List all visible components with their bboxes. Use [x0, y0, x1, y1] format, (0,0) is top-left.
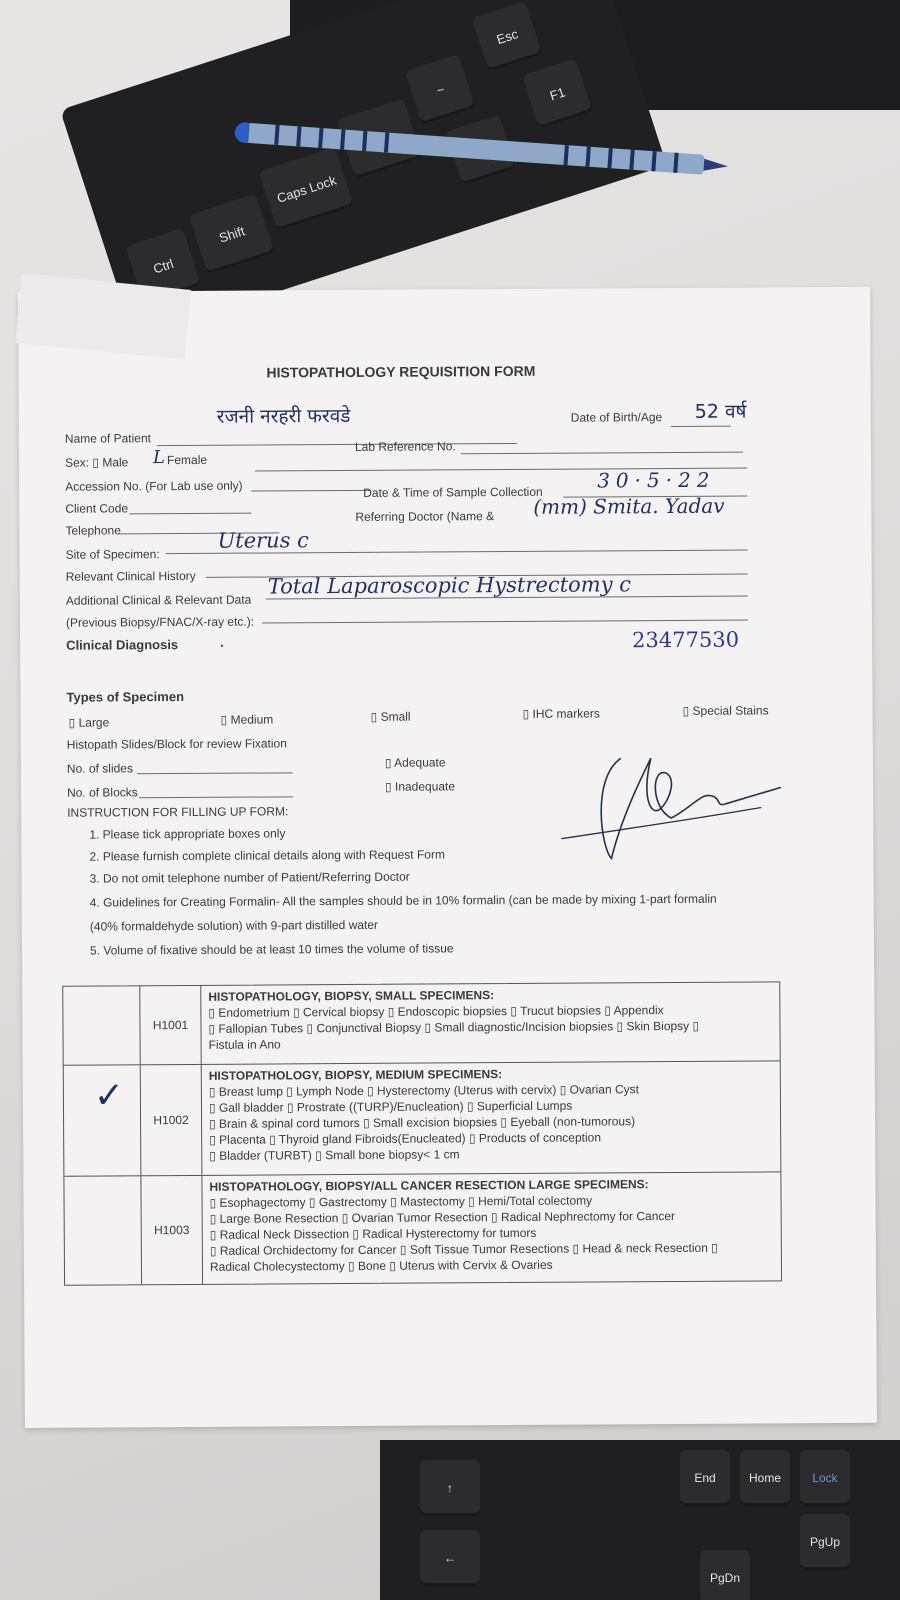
specimen-line: ▯ Breast lump ▯ Lymph Node ▯ Hysterectomy (Uterus with cervix) ▯ Ovarian Cyst: [208, 1082, 640, 1099]
specimen-line: ▯ Large Bone Resection ▯ Ovarian Tumor Resection ▯ Radical Nephrectomy for Cancer: [209, 1209, 676, 1226]
specimen-heading: HISTOPATHOLOGY, BIOPSY, MEDIUM SPECIMENS:: [208, 1067, 503, 1083]
key-esc: Esc: [472, 1, 543, 72]
types-heading: Types of Specimen: [66, 688, 185, 705]
doctor-signature: [551, 737, 792, 868]
specimen-description: [201, 982, 779, 1064]
instruction-item: 3. Do not omit telephone number of Patient/Referring Doctor: [89, 869, 410, 886]
sex-label: Sex: ▯ Male: [65, 455, 129, 470]
fixation-adequate: ▯ Adequate: [384, 755, 446, 770]
additional-value: Total Laparoscopic Hystrectomy c: [267, 572, 632, 599]
sex-female: Female: [166, 452, 208, 468]
instruction-item: 2. Please furnish complete clinical details along with Request Form: [89, 847, 446, 864]
specimen-code: H1003: [141, 1176, 203, 1284]
sex-mark: L: [152, 447, 166, 469]
tick-cell[interactable]: [64, 1176, 142, 1284]
specimen-line: Fistula in Ano: [208, 1037, 281, 1052]
tick-mark: ✓: [93, 1075, 125, 1117]
additional-label: Additional Clinical & Relevant Data: [65, 592, 252, 608]
previous-line: [262, 620, 748, 624]
blocks-label: No. of Blocks: [67, 785, 138, 800]
key-pgup: PgUp: [800, 1514, 850, 1570]
specimen-line: ▯ Endometrium ▯ Cervical biopsy ▯ Endoscopic biopsies ▯ Trucut biopsies ▯ Appendix: [208, 1003, 664, 1020]
key-tilde: ~: [405, 54, 476, 125]
key-f1: F1: [522, 58, 593, 129]
arrow-left-key: ←: [420, 1530, 480, 1586]
type-large: ▯ Large: [68, 715, 110, 730]
key-shift: Shift: [189, 194, 275, 275]
patient-name-line: [157, 443, 517, 446]
specimen-line: ▯ Esophagectomy ▯ Gastrectomy ▯ Mastectomy ▯ Hemi/Total colectomy: [209, 1193, 593, 1210]
specimen-description: [202, 1172, 781, 1284]
specimen-line: ▯ Radical Orchidectomy for Cancer ▯ Soft Tissue Tumor Resections ▯ Head & neck Resection ▯: [209, 1240, 718, 1258]
instruction-item: 4. Guidelines for Creating Formalin- All the samples should be in 10% formalin (can be made by mixing 1-part formalin: [89, 891, 717, 910]
specimen-line: Radical Cholecystectomy ▯ Bone ▯ Uterus with Cervix & Ovaries: [209, 1257, 553, 1274]
type-special-stains: ▯ Special Stains: [682, 703, 769, 718]
specimen-line: ▯ Radical Neck Dissection ▯ Radical Hysterectomy for tumors: [209, 1225, 537, 1242]
blocks-line: [139, 796, 293, 798]
table-row: [63, 982, 779, 1065]
client-code-label: Client Code: [65, 501, 129, 516]
pen-tip: [703, 159, 728, 173]
arrow-up-key: ↑: [420, 1460, 480, 1516]
pen-cap: [234, 122, 249, 143]
slides-label: No. of slides: [66, 761, 133, 776]
fixation-inadequate: ▯ Inadequate: [384, 779, 456, 794]
specimen-line: ▯ Gall bladder ▯ Prostrate ((TURP)/Enucleation) ▯ Superficial Lumps: [208, 1098, 573, 1115]
lab-ref-label: Lab Reference No.: [354, 439, 456, 454]
instructions-heading: INSTRUCTION FOR FILLING UP FORM:: [67, 804, 289, 820]
requisition-form: [18, 287, 877, 1428]
client-code-line: [129, 513, 251, 515]
key-pgdn: PgDn: [700, 1550, 750, 1600]
accession-label: Accession No. (For Lab use only): [65, 478, 243, 494]
lab-ref-line: [461, 452, 743, 455]
patient-name-label: Name of Patient: [64, 431, 151, 446]
site-value: Uterus c: [217, 528, 309, 553]
form-title: HISTOPATHOLOGY REQUISITION FORM: [266, 362, 536, 381]
specimen-line: ▯ Placenta ▯ Thyroid gland Fibroids(Enucleated) ▯ Products of conception: [209, 1130, 602, 1147]
tick-cell[interactable]: [64, 1065, 142, 1175]
reference-number: 23477530: [632, 627, 740, 653]
key-home: Home: [740, 1450, 790, 1506]
slides-review-line: Histopath Slides/Block for review Fixation: [66, 736, 287, 752]
dob-label: Date of Birth/Age: [570, 410, 663, 425]
specimen-table: [62, 981, 782, 1285]
specimen-line: ▯ Bladder (TURBT) ▯ Small bone biopsy< 1 cm: [209, 1147, 460, 1163]
key-lock: Lock: [800, 1450, 850, 1506]
keyboard-bottom: [380, 1440, 900, 1600]
table-row: [64, 1061, 781, 1176]
table-row: [64, 1172, 781, 1284]
instruction-item: (40% formaldehyde solution) with 9-part distilled water: [89, 917, 379, 934]
specimen-code: H1002: [141, 1065, 203, 1175]
specimen-line: ▯ Brain & spinal cord tumors ▯ Small excision biopsies ▯ Eyeball (non-tumorous): [209, 1114, 636, 1131]
specimen-description: [202, 1061, 781, 1175]
type-medium: ▯ Medium: [220, 712, 274, 727]
key-caps-lock: Caps Lock: [259, 147, 354, 231]
type-small: ▯ Small: [370, 709, 411, 724]
sample-date-value: 30·5·22: [597, 467, 716, 493]
specimen-code: H1001: [140, 986, 201, 1064]
diagnosis-label: Clinical Diagnosis: [66, 637, 179, 653]
tick-cell[interactable]: [63, 986, 140, 1064]
patient-name-value: रजनी नरहरी फरवडे: [216, 404, 351, 428]
sample-date-label: Date & Time of Sample Collection: [363, 484, 543, 500]
telephone-label: Telephone: [65, 523, 121, 538]
referring-doctor-label: Referring Doctor (Name &: [355, 509, 495, 524]
instruction-item: 5. Volume of fixative should be at least 10 times the volume of tissue: [89, 941, 454, 958]
referring-doctor-value: (mm) Smita. Yadav: [533, 493, 725, 519]
dob-value: 52 वर्ष: [694, 400, 747, 423]
specimen-line: ▯ Fallopian Tubes ▯ Conjunctival Biopsy ▯ Small diagnostic/Incision biopsies ▯ Skin Biopsy ▯: [208, 1018, 700, 1036]
key-ctrl: Ctrl: [125, 228, 201, 304]
type-ihc: ▯ IHC markers: [522, 706, 600, 721]
slides-line: [137, 772, 293, 774]
history-label: Relevant Clinical History: [65, 568, 196, 584]
specimen-heading: HISTOPATHOLOGY, BIOPSY, SMALL SPECIMENS:: [208, 988, 495, 1004]
previous-label: (Previous Biopsy/FNAC/X-ray etc.):: [65, 614, 255, 630]
accession-line: [251, 490, 371, 492]
diagnosis-dot: .: [220, 634, 224, 650]
site-label: Site of Specimen:: [65, 547, 160, 562]
instruction-item: 1. Please tick appropriate boxes only: [89, 826, 286, 842]
key-end: End: [680, 1450, 730, 1506]
specimen-heading: HISTOPATHOLOGY, BIOPSY/ALL CANCER RESECTION LARGE SPECIMENS:: [209, 1177, 649, 1194]
dob-line: [671, 426, 731, 427]
